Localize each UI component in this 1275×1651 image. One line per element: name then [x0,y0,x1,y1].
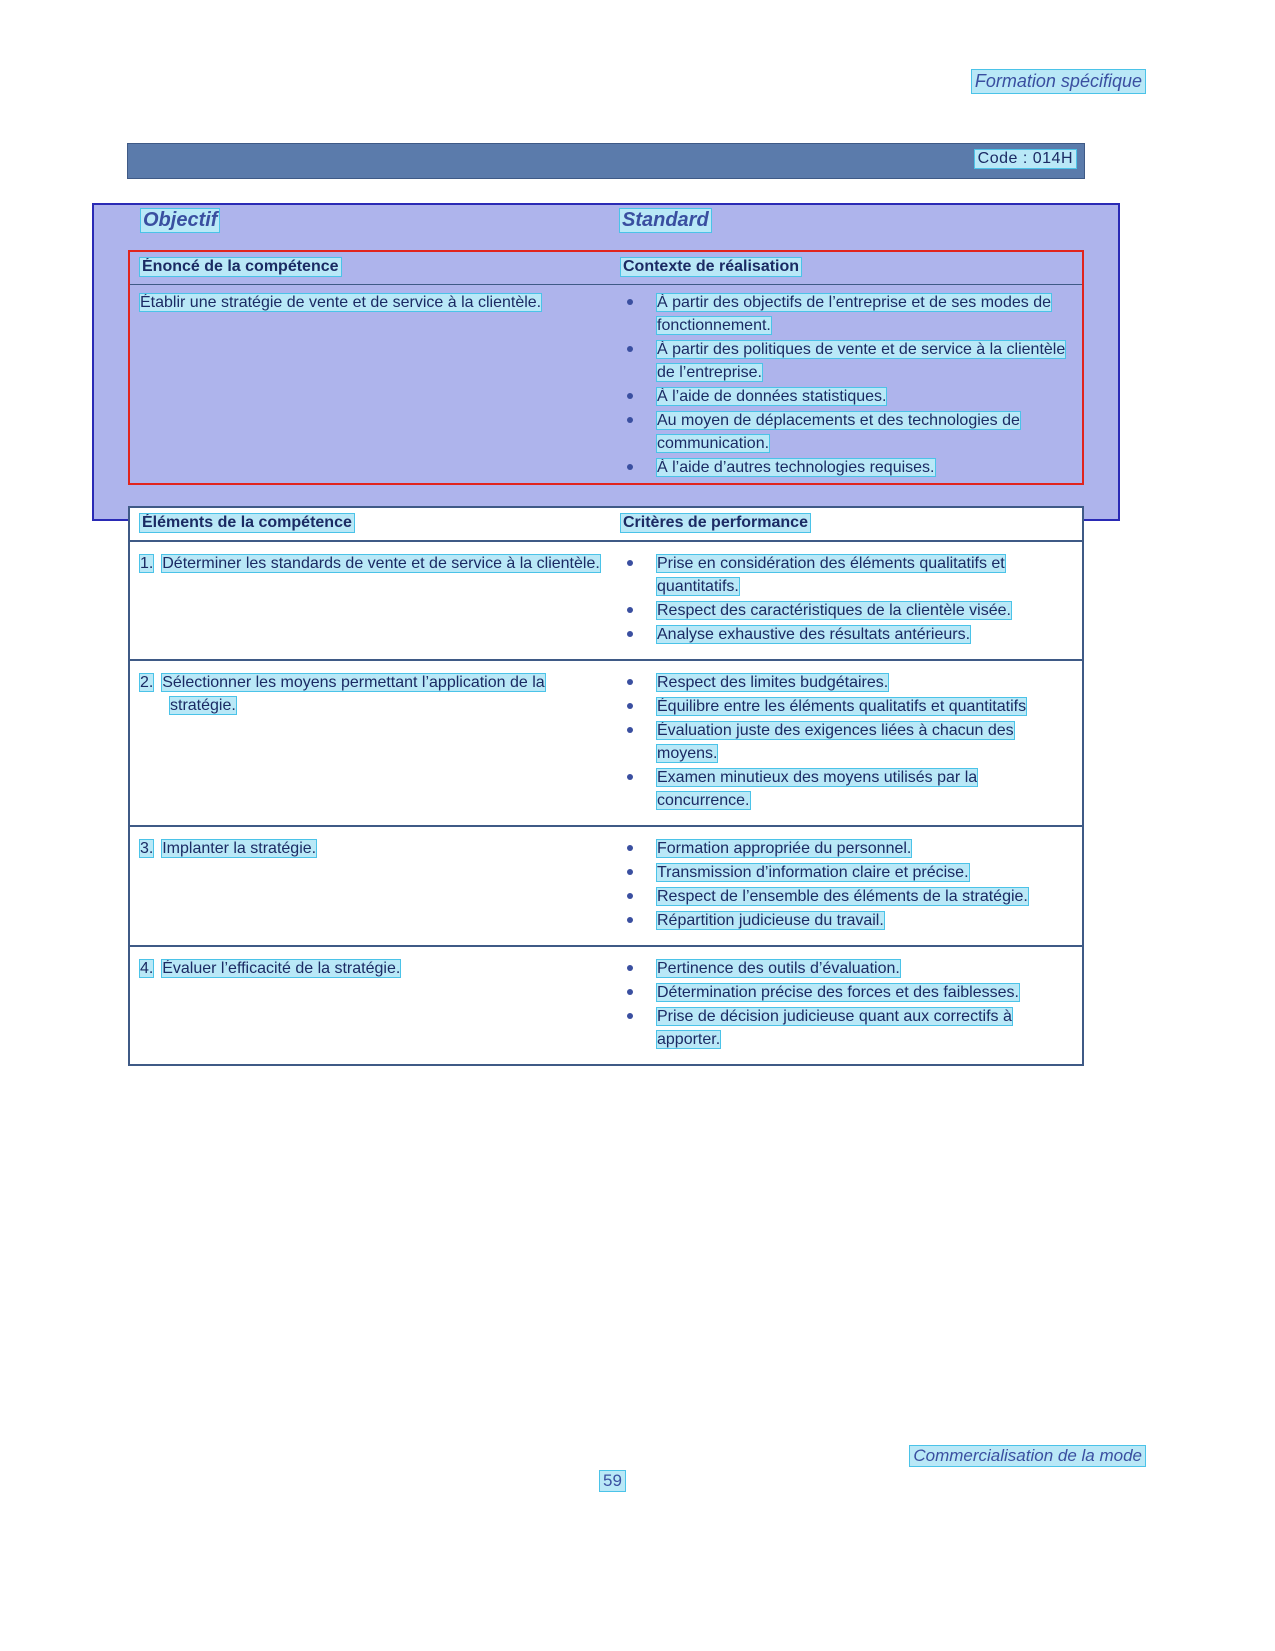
bullet-icon [627,727,633,733]
competence-statement-cell [130,285,613,486]
table-body-row [130,285,1082,486]
list-item: Respect des limites budgétaires. [621,671,1074,694]
list-item: Répartition judicieuse du travail. [621,909,1074,932]
bullet-icon [627,464,633,470]
bullet-icon [627,965,633,971]
criteria-cell [613,661,1082,825]
list-item: Formation appropriée du personnel. [621,837,1074,860]
elements-criteria-table [128,506,1084,1066]
code-label: Code : 014H [975,150,1076,168]
list-item: Pertinence des outils d’évaluation. [621,957,1074,980]
element-cell [130,661,613,825]
bullet-icon [627,893,633,899]
bullet-icon [627,869,633,875]
element-cell [130,542,613,659]
list-item: Respect de l’ensemble des éléments de la stratégie. [621,885,1074,908]
element-text: 4. Évaluer l’efficacité de la stratégie. [140,960,401,977]
list-item: Évaluation juste des exigences liées à chacun des moyens. [621,719,1074,765]
list-item: Transmission d’information claire et précise. [621,861,1074,884]
criteria-cell [613,542,1082,659]
list-item: Respect des caractéristiques de la clientèle visée. [621,599,1074,622]
header-cell-contexte [613,252,1082,284]
bullet-icon [627,774,633,780]
list-item: Au moyen de déplacements et des technologies de communication. [621,409,1074,455]
code-bar [127,143,1085,179]
list-item: Détermination précise des forces et des faiblesses. [621,981,1074,1004]
element-number: 2. [140,674,154,691]
bullet-icon [627,631,633,637]
bullet-icon [627,393,633,399]
list-item: Équilibre entre les éléments qualitatifs et quantitatifs [621,695,1074,718]
criteres-header-text: Critères de performance [623,514,808,531]
elements-header-text: Éléments de la compétence [142,514,352,531]
bullet-icon [627,703,633,709]
header-section-label: Formation spécifique [972,70,1145,93]
bullet-icon [627,346,633,352]
list-item: Prise de décision judicieuse quant aux correctifs à apporter. [621,1005,1074,1051]
list-item: À l’aide de données statistiques. [621,385,1074,408]
element-number: 4. [140,960,154,977]
criteria-cell [613,827,1082,945]
competence-statement: Établir une stratégie de vente et de service à la clientèle. [140,294,542,311]
criteria-list [621,552,1074,646]
element-text: 2. Sélectionner les moyens permettant l’application de la stratégie. [140,674,545,714]
element-text: 1. Déterminer les standards de vente et de service à la clientèle. [140,555,600,572]
list-item: À partir des politiques de vente et de service à la clientèle de l’entreprise. [621,338,1074,384]
header-cell-elements [130,508,613,540]
bullet-icon [627,417,633,423]
standard-label: Standard [622,209,709,231]
element-number: 3. [140,840,154,857]
bullet-icon [627,989,633,995]
criteria-list [621,837,1074,932]
element-cell [130,827,613,945]
table-header-row [130,252,1082,285]
criteria-cell [613,947,1082,1064]
list-item: Examen minutieux des moyens utilisés par la concurrence. [621,766,1074,812]
bullet-icon [627,607,633,613]
criteria-list [621,957,1074,1051]
bullet-icon [627,560,633,566]
page-number: 59 [600,1471,625,1491]
footer-program-label: Commercialisation de la mode [910,1446,1145,1466]
list-item: Prise en considération des éléments qualitatifs et quantitatifs. [621,552,1074,598]
header-cell-enonce [130,252,613,284]
bullet-icon [627,917,633,923]
competence-context-table [128,250,1084,485]
bullet-icon [627,1013,633,1019]
element-text: 3. Implanter la stratégie. [140,840,317,857]
context-list-cell [613,285,1082,486]
table-row [130,542,1082,661]
enonce-header-text: Énoncé de la compétence [142,258,339,275]
bullet-icon [627,845,633,851]
header-cell-criteres [613,508,1082,540]
list-item: À l’aide d’autres technologies requises. [621,456,1074,479]
element-number: 1. [140,555,154,572]
table-row [130,947,1082,1064]
context-list [621,291,1074,479]
bullet-icon [627,679,633,685]
table-row [130,827,1082,947]
list-item: À partir des objectifs de l’entreprise et de ses modes de fonctionnement. [621,291,1074,337]
table-row [130,661,1082,827]
bullet-icon [627,299,633,305]
element-cell [130,947,613,1064]
contexte-header-text: Contexte de réalisation [623,258,800,275]
table-header-row [130,508,1082,542]
list-item: Analyse exhaustive des résultats antérieurs. [621,623,1074,646]
criteria-list [621,671,1074,812]
objectif-label: Objectif [143,209,218,231]
